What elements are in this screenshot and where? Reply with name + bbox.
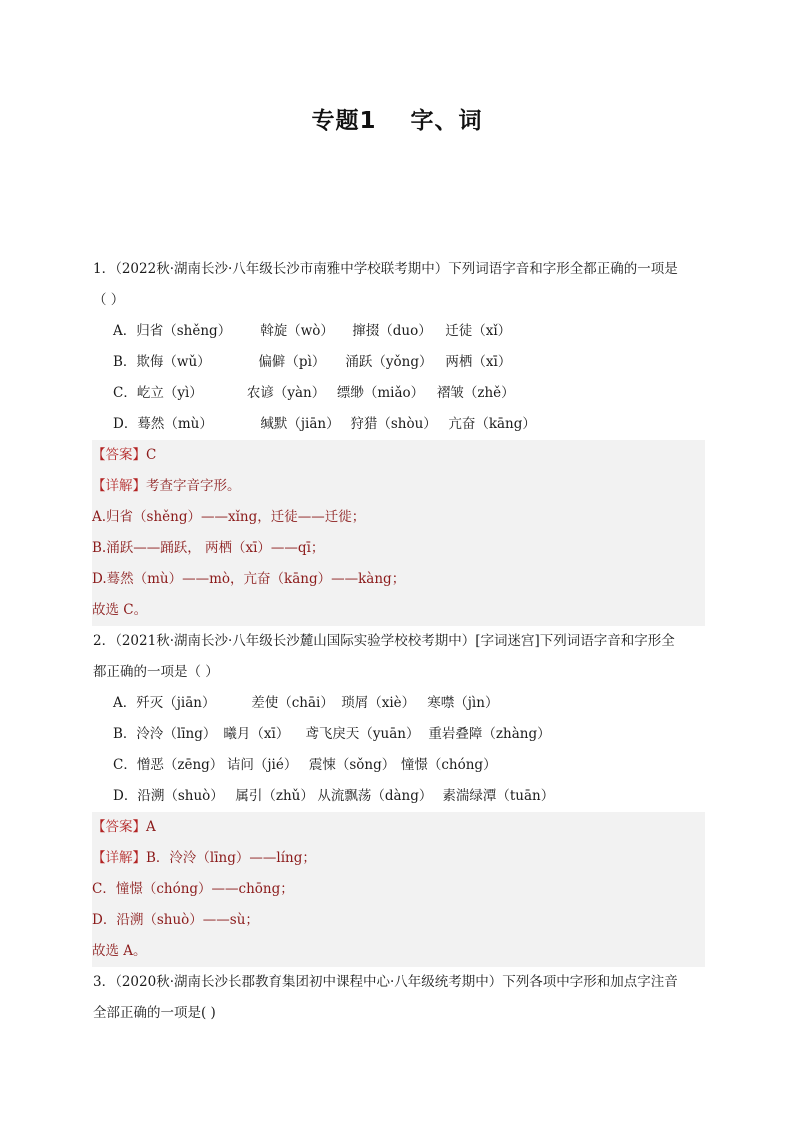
option-item: 憧憬（chóng）: [400, 757, 497, 773]
option-item: 偏僻（pì）: [258, 354, 326, 370]
option-label: D．: [113, 416, 138, 432]
title-topic-name: 字、词: [410, 108, 483, 134]
detail-tag: 【详解】: [92, 478, 146, 494]
option-item: 歼灭（jiān）: [136, 695, 216, 711]
question-stem-line: 全部正确的一项是( ): [93, 1005, 216, 1021]
option-label: A．: [113, 323, 137, 339]
question-stem-line: 1．（2022秋·湖南长沙·八年级长沙市南雅中学校联考期中）下列词语字音和字形全都正确的一项是: [93, 261, 678, 277]
option-item: 蓦然（mù）: [137, 416, 213, 432]
detail-line: C．憧憬（chóng）——chōng；: [92, 881, 294, 897]
option-label: B．: [113, 726, 137, 742]
option-item: 差使（chāi）: [251, 695, 334, 711]
detail-line: [92, 843, 705, 874]
option-item: 涌跃（yǒng）: [345, 354, 433, 370]
option-label: B．: [113, 354, 137, 370]
question-3: [93, 967, 703, 1029]
option-item: 迁徒（xǐ）: [445, 323, 512, 339]
answer-block: [92, 440, 705, 626]
option-a: [93, 688, 703, 719]
option-item: 震悚（sǒng）: [308, 757, 396, 773]
option-item: 亢奋（kāng）: [448, 416, 536, 432]
detail-line: 故选 A。: [92, 943, 147, 959]
option-item: 琐屑（xiè）: [341, 695, 416, 711]
option-label: C．: [113, 385, 137, 401]
detail-line: D．沿溯（shuò）——sù；: [92, 912, 259, 928]
question-stem-line: 3．（2020秋·湖南长沙长郡教育集团初中课程中心·八年级统考期中）下列各项中字形和加点字注音: [93, 974, 678, 990]
answer-tag: 【答案】: [92, 819, 146, 835]
option-item: 撺掇（duo）: [352, 323, 432, 339]
option-item: 憎恶（zēng）: [136, 757, 224, 773]
option-item: 斡旋（wò）: [260, 323, 334, 339]
questions-content: [93, 254, 703, 1029]
option-item: 泠泠（līng）: [136, 726, 217, 742]
detail-line: 故选 C。: [92, 602, 148, 618]
detail-line: A.归省（shěng）——xǐng，迁徒——迁徙；: [92, 509, 366, 525]
option-item: 屹立（yì）: [136, 385, 203, 401]
option-item: 曦月（xī）: [223, 726, 290, 742]
question-2: [93, 626, 703, 967]
answer-line: [92, 440, 705, 471]
option-a: [93, 316, 703, 347]
detail-line: [92, 471, 705, 502]
option-item: 重岩叠障（zhàng）: [428, 726, 551, 742]
option-label: C．: [113, 757, 137, 773]
option-item: 从流飘荡（dàng）: [317, 788, 433, 804]
question-stem-line: 2．（2021秋·湖南长沙·八年级长沙麓山国际实验学校校考期中）[字词迷宫]下列词语字音和字形全: [93, 633, 675, 649]
detail-tag: 【详解】: [92, 850, 146, 866]
option-item: 寒噤（jìn）: [427, 695, 499, 711]
answer-value: C: [146, 447, 157, 463]
option-label: A．: [113, 695, 137, 711]
detail-text: 考查字音字形。: [146, 478, 241, 494]
option-item: 属引（zhǔ）: [235, 788, 314, 804]
option-b: [93, 347, 703, 378]
detail-text: B．泠泠（līng）——líng；: [146, 850, 316, 866]
answer-tag: 【答案】: [92, 447, 146, 463]
option-d: [93, 409, 703, 440]
option-item: 沿溯（shuò）: [137, 788, 224, 804]
option-item: 褶皱（zhě）: [436, 385, 515, 401]
question-stem-line: 都正确的一项是（ ）: [93, 664, 219, 680]
option-c: [93, 750, 703, 781]
option-item: 鸢飞戾天（yuān）: [305, 726, 420, 742]
title-topic-number: 专题1: [311, 108, 377, 134]
option-b: [93, 719, 703, 750]
detail-line: D.蓦然（mù）——mò，亢奋（kāng）——kàng；: [92, 571, 406, 587]
option-item: 缥缈（miǎo）: [336, 385, 425, 401]
option-item: 缄默（jiān）: [260, 416, 340, 432]
question-1: [93, 254, 703, 626]
option-d: [93, 781, 703, 812]
answer-value: A: [146, 819, 156, 835]
answer-line: [92, 812, 705, 843]
option-item: 欺侮（wǔ）: [136, 354, 211, 370]
option-item: 诘问（jié）: [226, 757, 298, 773]
option-label: D．: [113, 788, 138, 804]
option-item: 素湍绿潭（tuān）: [442, 788, 555, 804]
option-item: 农谚（yàn）: [246, 385, 326, 401]
detail-line: B.涌跃——踊跃， 两栖（xī）——qī；: [92, 540, 325, 556]
page-title: [0, 102, 794, 135]
option-item: 归省（shěng）: [136, 323, 232, 339]
option-item: 狩猎（shòu）: [350, 416, 437, 432]
option-c: [93, 378, 703, 409]
question-stem-line: （ ）: [93, 292, 125, 308]
answer-block: [92, 812, 705, 967]
option-item: 两栖（xī）: [445, 354, 512, 370]
